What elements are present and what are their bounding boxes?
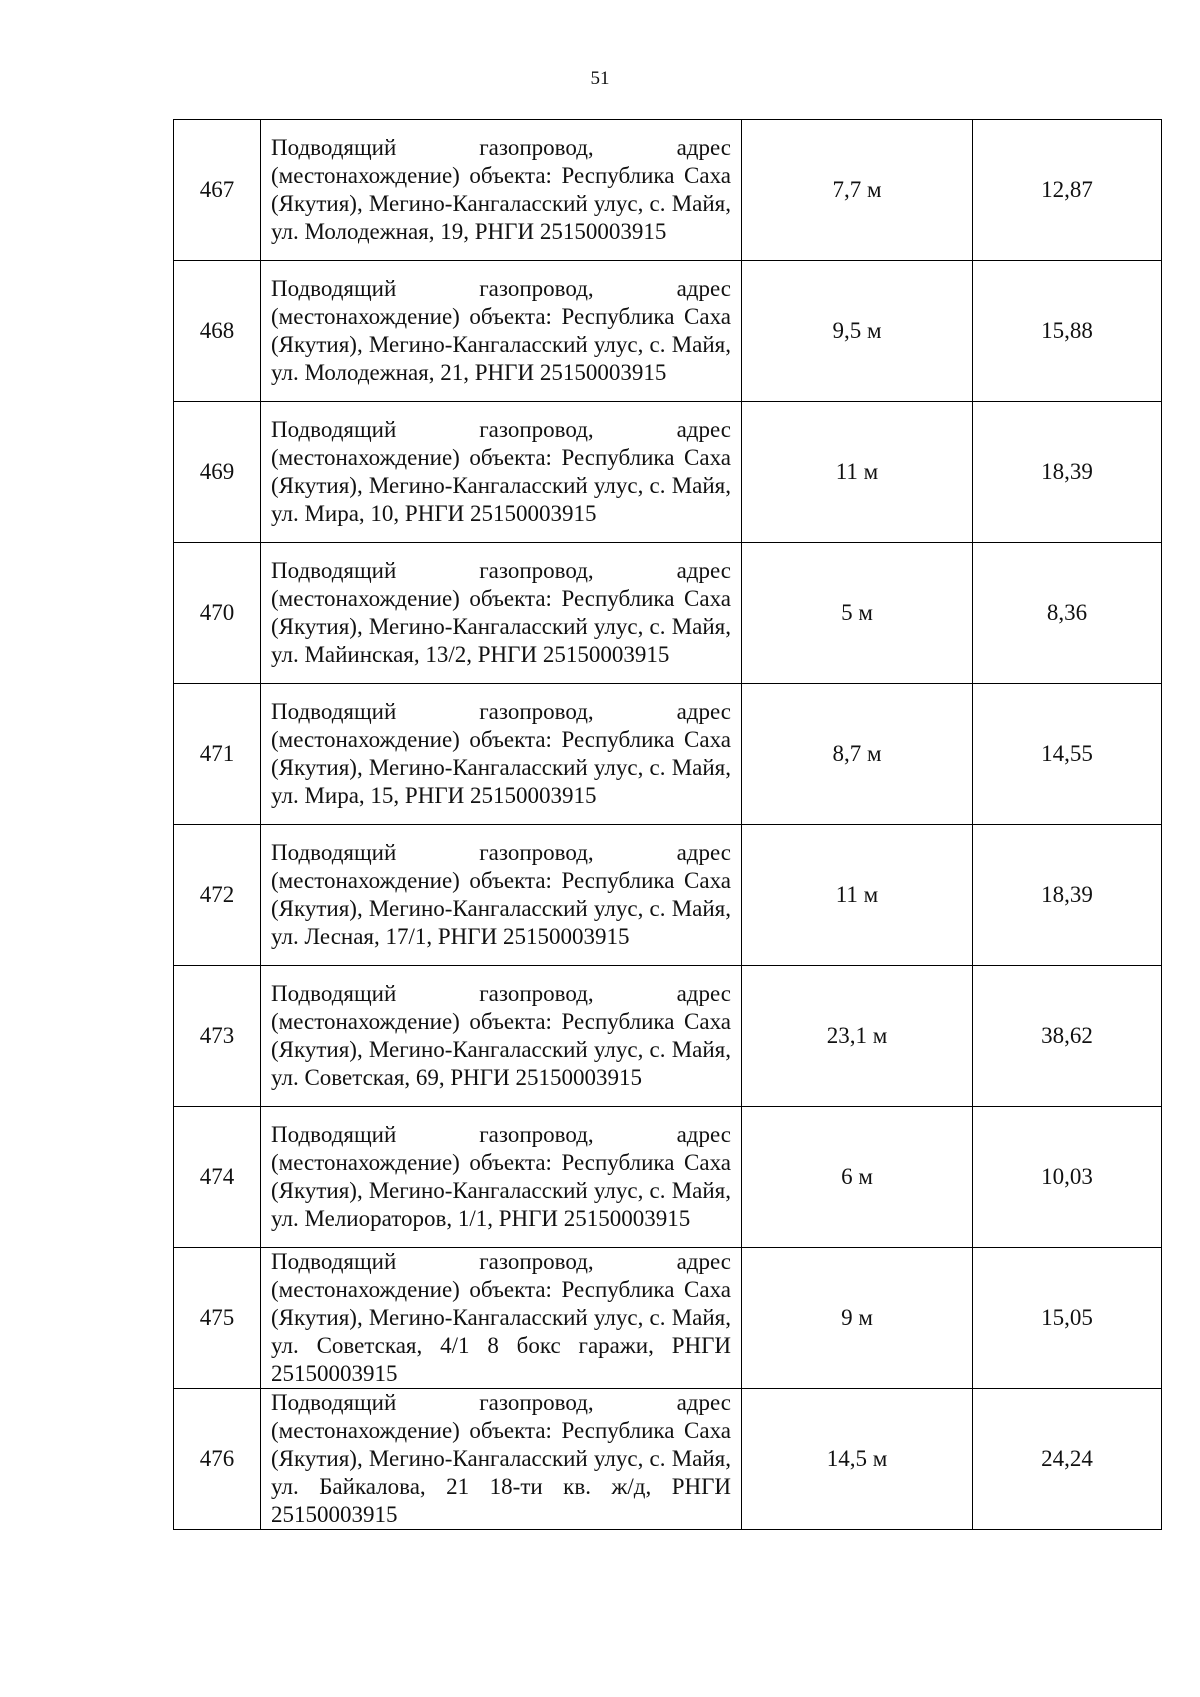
- row-number: 471: [174, 684, 261, 825]
- object-description: Подводящий газопровод, адрес (местонахождение) объекта: Республика Саха (Якутия), Мегино-Кангаласский улус, с. Майя, ул. Советская, 69, РНГИ 25150003915: [261, 966, 742, 1107]
- row-number: 467: [174, 120, 261, 261]
- object-length: 23,1 м: [742, 966, 973, 1107]
- object-value: 38,62: [973, 966, 1162, 1107]
- object-length: 11 м: [742, 825, 973, 966]
- row-number: 475: [174, 1248, 261, 1389]
- table-row: [174, 684, 1162, 825]
- registry-table: [173, 119, 1162, 1530]
- row-number: 474: [174, 1107, 261, 1248]
- row-number: 476: [174, 1389, 261, 1530]
- object-description: Подводящий газопровод, адрес (местонахождение) объекта: Республика Саха (Якутия), Мегино-Кангаласский улус, с. Майя, ул. Майинская, 13/2, РНГИ 25150003915: [261, 543, 742, 684]
- object-value: 12,87: [973, 120, 1162, 261]
- row-number: 473: [174, 966, 261, 1107]
- object-length: 5 м: [742, 543, 973, 684]
- object-value: 15,88: [973, 261, 1162, 402]
- table-row: [174, 1389, 1162, 1530]
- object-value: 24,24: [973, 1389, 1162, 1530]
- object-length: 8,7 м: [742, 684, 973, 825]
- object-description: Подводящий газопровод, адрес (местонахождение) объекта: Республика Саха (Якутия), Мегино-Кангаласский улус, с. Майя, ул. Советская, 4/1 8 бокс гаражи, РНГИ 25150003915: [261, 1248, 742, 1389]
- object-value: 15,05: [973, 1248, 1162, 1389]
- object-description: Подводящий газопровод, адрес (местонахождение) объекта: Республика Саха (Якутия), Мегино-Кангаласский улус, с. Майя, ул. Молодежная, 21, РНГИ 25150003915: [261, 261, 742, 402]
- table-row: [174, 966, 1162, 1107]
- object-description: Подводящий газопровод, адрес (местонахождение) объекта: Республика Саха (Якутия), Мегино-Кангаласский улус, с. Майя, ул. Молодежная, 19, РНГИ 25150003915: [261, 120, 742, 261]
- page-number: 51: [590, 68, 610, 89]
- table-row: [174, 1248, 1162, 1389]
- table-row: [174, 261, 1162, 402]
- table-row: [174, 825, 1162, 966]
- object-description: Подводящий газопровод, адрес (местонахождение) объекта: Республика Саха (Якутия), Мегино-Кангаласский улус, с. Майя, ул. Байкалова, 21 18-ти кв. ж/д, РНГИ 25150003915: [261, 1389, 742, 1530]
- row-number: 472: [174, 825, 261, 966]
- object-value: 14,55: [973, 684, 1162, 825]
- table-row: [174, 120, 1162, 261]
- table-row: [174, 1107, 1162, 1248]
- row-number: 470: [174, 543, 261, 684]
- object-description: Подводящий газопровод, адрес (местонахождение) объекта: Республика Саха (Якутия), Мегино-Кангаласский улус, с. Майя, ул. Лесная, 17/1, РНГИ 25150003915: [261, 825, 742, 966]
- object-length: 6 м: [742, 1107, 973, 1248]
- table-row: [174, 543, 1162, 684]
- object-length: 9 м: [742, 1248, 973, 1389]
- object-description: Подводящий газопровод, адрес (местонахождение) объекта: Республика Саха (Якутия), Мегино-Кангаласский улус, с. Майя, ул. Мелиораторов, 1/1, РНГИ 25150003915: [261, 1107, 742, 1248]
- object-value: 18,39: [973, 402, 1162, 543]
- object-length: 11 м: [742, 402, 973, 543]
- object-length: 9,5 м: [742, 261, 973, 402]
- object-length: 7,7 м: [742, 120, 973, 261]
- object-value: 10,03: [973, 1107, 1162, 1248]
- object-description: Подводящий газопровод, адрес (местонахождение) объекта: Республика Саха (Якутия), Мегино-Кангаласский улус, с. Майя, ул. Мира, 10, РНГИ 25150003915: [261, 402, 742, 543]
- row-number: 469: [174, 402, 261, 543]
- row-number: 468: [174, 261, 261, 402]
- object-description: Подводящий газопровод, адрес (местонахождение) объекта: Республика Саха (Якутия), Мегино-Кангаласский улус, с. Майя, ул. Мира, 15, РНГИ 25150003915: [261, 684, 742, 825]
- table-row: [174, 402, 1162, 543]
- object-value: 18,39: [973, 825, 1162, 966]
- object-length: 14,5 м: [742, 1389, 973, 1530]
- object-value: 8,36: [973, 543, 1162, 684]
